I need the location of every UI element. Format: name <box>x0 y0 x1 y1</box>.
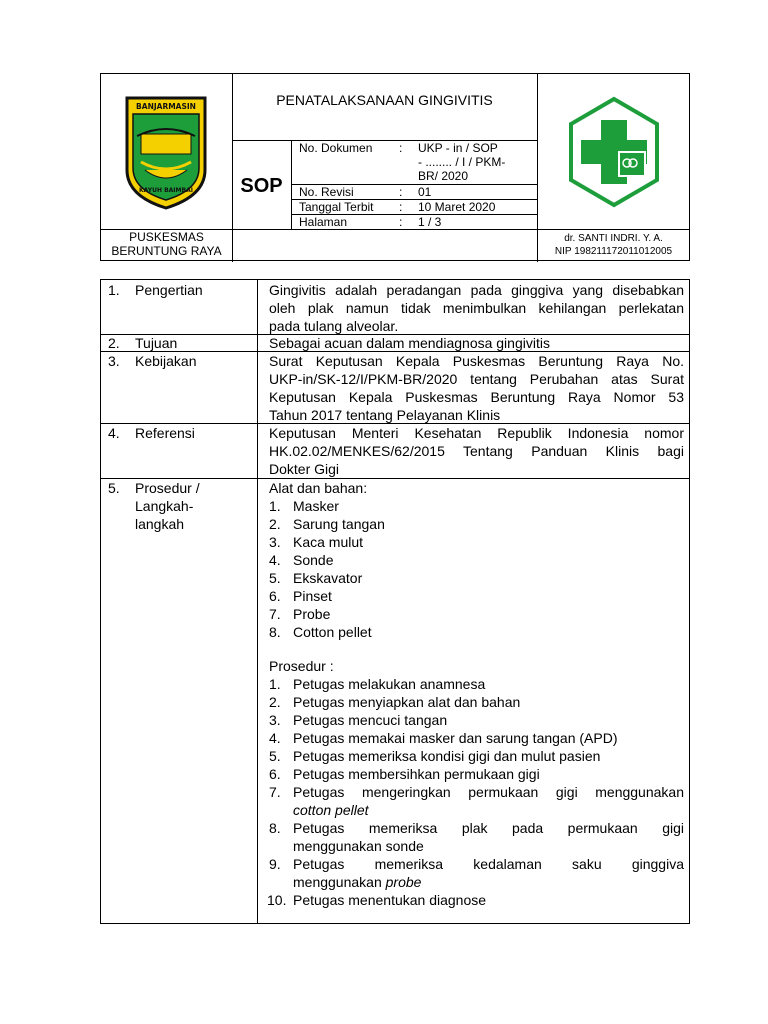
list-item: 9. Petugas memeriksa kedalaman saku ginggiva menggunakan probe <box>269 856 684 890</box>
list-item: 3. Petugas mencuci tangan <box>269 712 448 728</box>
list-item: 2. Petugas menyiapkan alat dan bahan <box>269 694 521 710</box>
section-text: Keputusan Menteri Kesehatan Republik Indonesia nomor <box>269 425 684 441</box>
section-text: oleh plak namun tidak menimbulkan kehilangan perlekatan <box>269 300 684 316</box>
meta-label: No. Revisi <box>299 185 354 199</box>
list-item: 7. Probe <box>269 606 331 622</box>
org-name: PUSKESMAS <box>129 230 204 244</box>
org-name: BERUNTUNG RAYA <box>111 244 222 258</box>
meta-label: No. Dokumen <box>299 141 373 155</box>
list-item: 1. Masker <box>269 498 339 514</box>
list-item: 8. Cotton pellet <box>269 624 372 640</box>
procedure-heading: Prosedur : <box>269 658 334 674</box>
list-item: 10. Petugas menentukan diagnose <box>267 892 487 908</box>
meta-value: - ........ / I / PKM- <box>418 155 506 169</box>
meta-value: UKP - in / SOP <box>418 141 498 155</box>
list-item: 5. Ekskavator <box>269 570 363 586</box>
section-text: pada tulang alveolar. <box>269 318 399 334</box>
meta-value: 1 / 3 <box>418 215 442 229</box>
list-item: 7. Petugas mengeringkan permukaan gigi menggunakan cotton pellet <box>269 784 684 818</box>
section-text: Surat Keputusan Kepala Puskesmas Beruntung Raya No. <box>269 353 684 369</box>
sop-header-table <box>100 73 690 261</box>
signer-nip: NIP 198211172011012005 <box>554 246 673 257</box>
tools-list <box>269 497 684 641</box>
list-item: 2. Sarung tangan <box>269 516 385 532</box>
header-divider <box>291 140 292 230</box>
section-text: UKP-in/SK-12/I/PKM-BR/2020 tentang Perubahan atas Surat <box>269 371 684 387</box>
meta-label: Tanggal Terbit <box>299 200 374 214</box>
section-label: Pengertian <box>135 282 203 298</box>
section-number: 5. <box>108 480 120 496</box>
list-item: 1. Petugas melakukan anamnesa <box>269 676 486 692</box>
signer-name: dr. SANTI INDRI. Y. A. <box>564 233 663 244</box>
meta-sep: : <box>399 215 403 229</box>
list-item: 4. Petugas memakai masker dan sarung tangan (APD) <box>269 730 618 746</box>
list-item: 6. Pinset <box>269 588 332 604</box>
section-label: langkah <box>135 516 185 532</box>
section-label: Tujuan <box>135 335 178 351</box>
list-item: 5. Petugas memeriksa kondisi gigi dan mulut pasien <box>269 748 601 764</box>
meta-sep: : <box>399 141 403 155</box>
list-item: 3. Kaca mulut <box>269 534 364 550</box>
column-divider <box>257 280 258 923</box>
section-text: Sebagai acuan dalam mendiagnosa gingivitis <box>269 335 550 351</box>
section-label: Prosedur / <box>135 480 200 496</box>
sop-content-table <box>100 279 690 924</box>
section-label: Langkah- <box>135 498 194 514</box>
puskesmas-logo-icon <box>567 96 661 208</box>
list-item: 6. Petugas membersihkan permukaan gigi <box>269 766 540 782</box>
section-text: Dokter Gigi <box>269 461 340 477</box>
tools-heading: Alat dan bahan: <box>269 480 368 496</box>
meta-label: Halaman <box>299 215 348 229</box>
meta-value: 01 <box>418 185 432 199</box>
emblem-text-bottom: KAYUH BAIMBAI <box>139 187 193 194</box>
section-number: 3. <box>108 353 120 369</box>
section-text: HK.02.02/MENKES/62/2015 Tentang Panduan Klinis bagi <box>269 443 684 459</box>
meta-value: BR/ 2020 <box>418 169 469 183</box>
list-item: 4. Sonde <box>269 552 334 568</box>
section-text: Keputusan Kepala Puskesmas Beruntung Raya Nomor 53 <box>269 389 684 405</box>
emblem-text-top: BANJARMASIN <box>136 102 196 111</box>
meta-sep: : <box>399 185 403 199</box>
meta-sep: : <box>399 200 403 214</box>
section-number: 1. <box>108 282 120 298</box>
section-text: Tahun 2017 tentang Pelayanan Klinis <box>269 407 501 423</box>
procedure-list <box>269 675 684 909</box>
banjarmasin-emblem-icon <box>123 92 209 210</box>
section-number: 4. <box>108 425 120 441</box>
section-number: 2. <box>108 335 120 351</box>
meta-value: 10 Maret 2020 <box>418 200 496 214</box>
list-item: 8. Petugas memeriksa plak pada permukaan gigi menggunakan sonde <box>269 820 684 854</box>
document-title: PENATALAKSANAAN GINGIVITIS <box>276 92 493 108</box>
sop-label: SOP <box>240 175 283 197</box>
section-label: Kebijakan <box>135 353 197 369</box>
section-text: Gingivitis adalah peradangan pada ginggiva yang disebabkan <box>269 282 684 298</box>
section-label: Referensi <box>135 425 195 441</box>
